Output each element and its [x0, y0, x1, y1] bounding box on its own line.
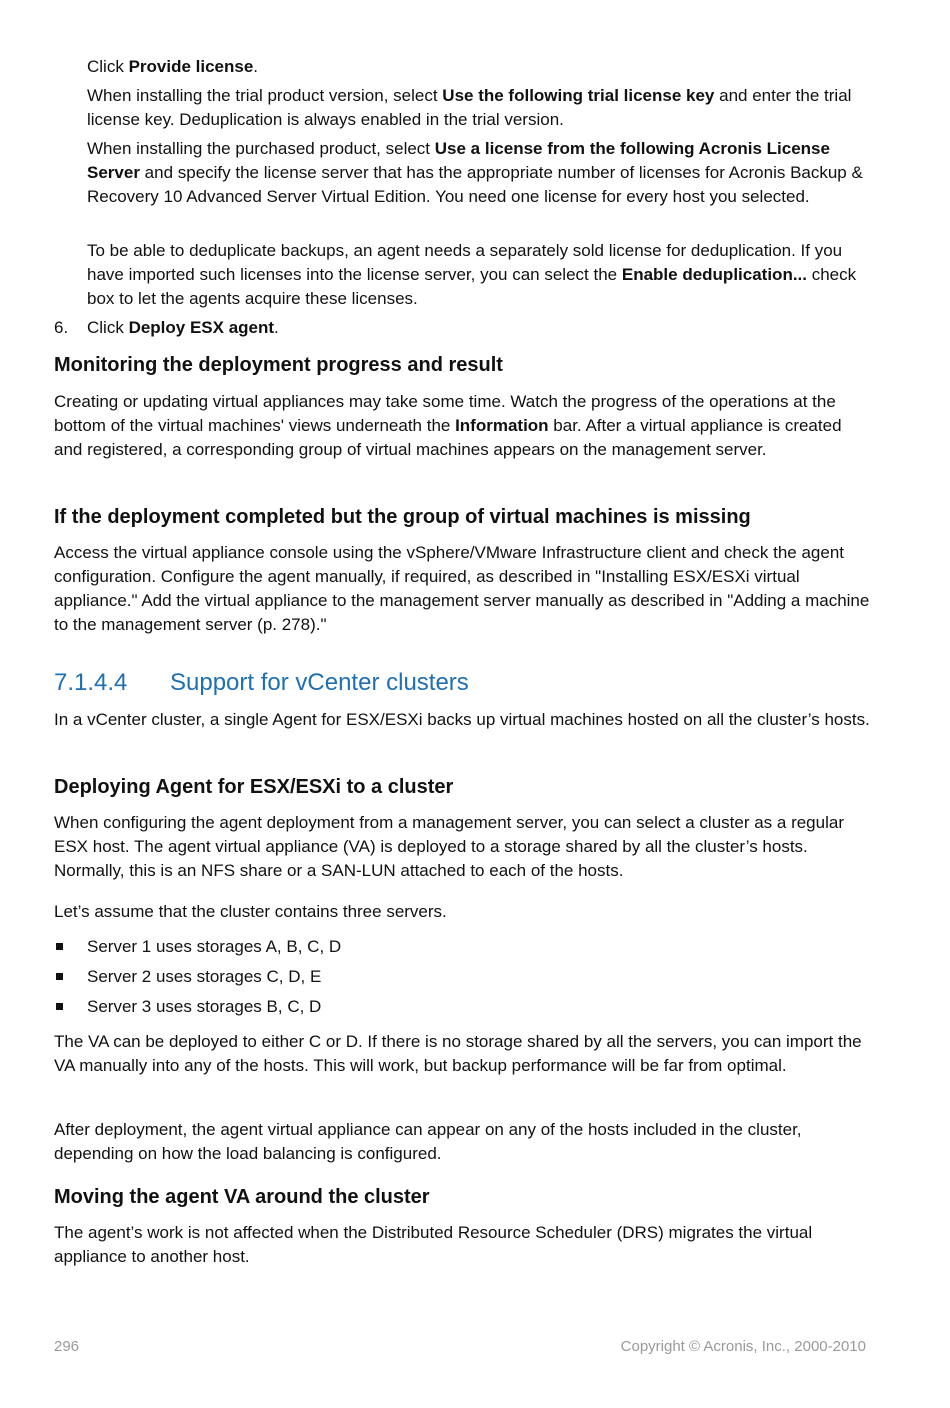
trial-key-option-label: Use the following trial license key — [442, 86, 715, 105]
deploying-paragraph-3: The VA can be deployed to either C or D. If there is no storage shared by all the servers, you can import the VA manually into any of the hosts. This will work, but backup performance will be far from optimal. — [54, 1032, 862, 1075]
text: When installing the trial product version, select — [87, 86, 443, 105]
purchased-license-paragraph — [87, 137, 877, 209]
text: Click — [87, 318, 129, 337]
bullet-icon — [56, 943, 63, 950]
text: bar. After a virtual appliance is created and registered, a corresponding group of virtual machines appears on the management server. — [54, 416, 842, 459]
text: Creating or updating virtual appliances may take some time. Watch the progress of the operations at the bottom of the virtual machines' views underneath the — [54, 392, 836, 435]
copyright-notice: Copyright © Acronis, Inc., 2000-2010 — [620, 1338, 866, 1355]
provide-license-step — [87, 55, 877, 79]
deploying-paragraph-2: Let’s assume that the cluster contains three servers. — [54, 902, 447, 921]
information-bar-label: Information — [455, 416, 549, 435]
page-number: 296 — [54, 1338, 80, 1355]
text: Click — [87, 57, 129, 76]
section-intro: In a vCenter cluster, a single Agent for ESX/ESXi backs up virtual machines hosted on all the cluster’s hosts. — [54, 710, 870, 729]
missing-group-heading: If the deployment completed but the group of virtual machines is missing — [54, 506, 751, 528]
section-heading — [54, 668, 469, 698]
text: and specify the license server that has the appropriate number of licenses for Acronis Backup & Recovery 10 Advanced Server Virtual Edition. You need one license for every host you selected. — [87, 163, 863, 206]
missing-group-paragraph: Access the virtual appliance console using the vSphere/VMware Infrastructure client and check the agent configuration. Configure the agent manually, if required, as described in "Installing ESX/ESXi virtual appliance." Add the virtual appliance to the management server manually as described in "Adding a machine to the management server (p. 278)." — [54, 543, 870, 634]
list-item-text: Server 2 uses storages C, D, E — [87, 967, 322, 986]
enable-deduplication-label: Enable deduplication... — [621, 265, 807, 284]
deduplication-paragraph — [87, 239, 877, 311]
trial-license-paragraph — [87, 84, 877, 132]
text: . — [274, 318, 279, 337]
bullet-icon — [56, 973, 63, 980]
deploying-paragraph-4: After deployment, the agent virtual appliance can appear on any of the hosts included in the cluster, depending on how the load balancing is configured. — [54, 1120, 802, 1163]
license-server-option-label: Use a license from the following Acronis License Server — [87, 139, 830, 182]
section-title: Support for vCenter clusters — [170, 669, 469, 696]
text: To be able to deduplicate backups, an agent needs a separately sold license for deduplication. If you have imported such licenses into the license server, you can select the — [87, 241, 843, 284]
provide-license-label: Provide license — [128, 57, 254, 76]
bullet-icon — [56, 1003, 63, 1010]
text: and enter the trial license key. Deduplication is always enabled in the trial version. — [87, 86, 852, 129]
step-number: 6. — [54, 318, 69, 337]
list-item-text: Server 3 uses storages B, C, D — [87, 997, 322, 1016]
text: check box to let the agents acquire these licenses. — [87, 265, 857, 308]
text: . — [253, 57, 259, 76]
deploying-paragraph-1: When configuring the agent deployment from a management server, you can select a cluster as a regular ESX host. The agent virtual appliance (VA) is deployed to a storage shared by all the cluster’s hosts. Normally, this is an NFS share or a SAN-LUN attached to each of the hosts. — [54, 813, 844, 880]
text: When installing the purchased product, select — [87, 139, 435, 158]
moving-heading: Moving the agent VA around the cluster — [54, 1186, 430, 1208]
deploying-heading: Deploying Agent for ESX/ESXi to a cluster — [54, 776, 454, 798]
list-item-text: Server 1 uses storages A, B, C, D — [87, 937, 342, 956]
monitoring-paragraph — [54, 390, 874, 462]
moving-paragraph: The agent’s work is not affected when the Distributed Resource Scheduler (DRS) migrates the virtual appliance to another host. — [54, 1223, 813, 1266]
step-6-text — [87, 316, 279, 340]
section-number: 7.1.4.4 — [54, 669, 128, 696]
deploy-esx-agent-label: Deploy ESX agent — [128, 318, 275, 337]
monitoring-heading: Monitoring the deployment progress and result — [54, 354, 503, 376]
